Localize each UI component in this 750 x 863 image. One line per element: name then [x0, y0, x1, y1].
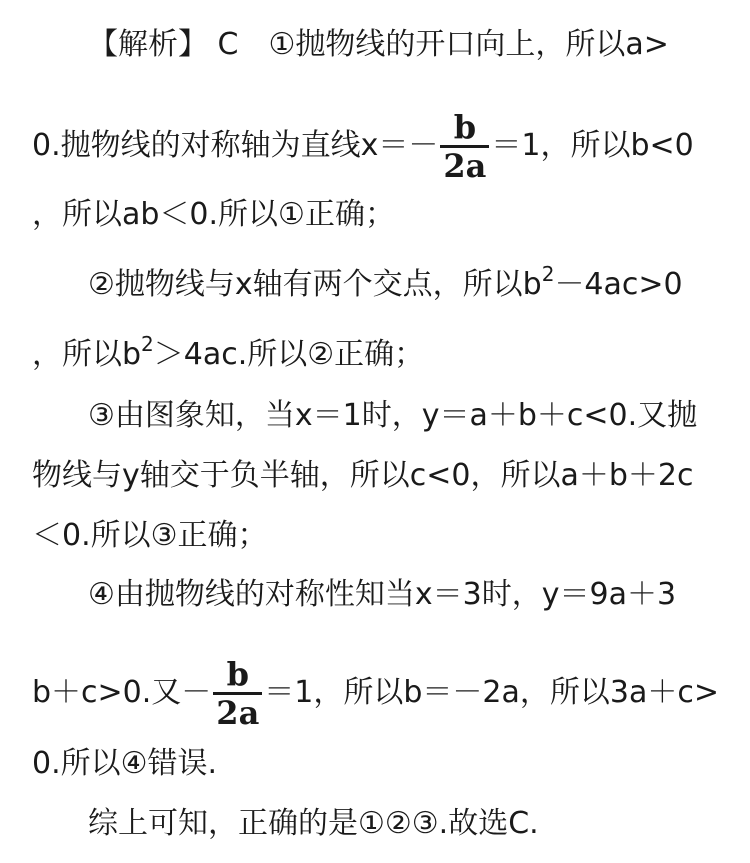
text-segment: ，所以b [32, 337, 142, 372]
line-1 [88, 26, 720, 64]
text-segment: 物线与y轴交于负半轴，所以c<0，所以a＋b＋2c [32, 458, 694, 493]
superscript: 2 [141, 332, 154, 356]
line-2 [32, 109, 720, 184]
fraction-numerator: b [226, 655, 249, 693]
text-segment: b＋c>0.又－ [32, 675, 212, 710]
line-8 [32, 517, 720, 555]
text-segment: ＝1，所以b＝－2a，所以3a＋c> [264, 675, 719, 710]
text-segment: ②抛物线与x轴有两个交点，所以b [88, 267, 542, 302]
text-segment: 0.所以④错误. [32, 746, 218, 781]
line-9 [88, 576, 720, 614]
fraction-denominator: 2a [440, 145, 489, 184]
text-segment: ＞4ac.所以②正确； [153, 337, 425, 372]
fraction [440, 109, 489, 184]
line-7 [32, 457, 720, 495]
text-segment: 【解析】 C ①抛物线的开口向上，所以a> [88, 27, 669, 62]
text-segment: ＜0.所以③正确； [32, 518, 268, 553]
line-4 [88, 262, 720, 304]
line-5 [32, 332, 720, 374]
text-segment: ，所以ab＜0.所以①正确； [32, 197, 395, 232]
line-11 [32, 745, 720, 783]
line-10 [32, 656, 720, 731]
text-segment: ＝1，所以b<0 [491, 128, 694, 163]
text-segment: －4ac>0 [554, 267, 683, 302]
text-segment: ④由抛物线的对称性知当x＝3时，y＝9a＋3 [88, 577, 677, 612]
text-segment: ③由图象知，当x＝1时，y＝a＋b＋c<0.又抛 [88, 398, 698, 433]
fraction-numerator: b [453, 108, 477, 146]
superscript: 2 [541, 262, 555, 286]
text-segment: 0.抛物线的对称轴为直线x＝－ [32, 128, 439, 163]
text-segment: 综上可知，正确的是①②③.故选C. [88, 806, 539, 841]
line-3 [32, 196, 720, 234]
line-6 [88, 397, 720, 435]
line-12 [88, 805, 720, 843]
fraction-denominator: 2a [213, 692, 262, 731]
fraction [213, 656, 262, 731]
